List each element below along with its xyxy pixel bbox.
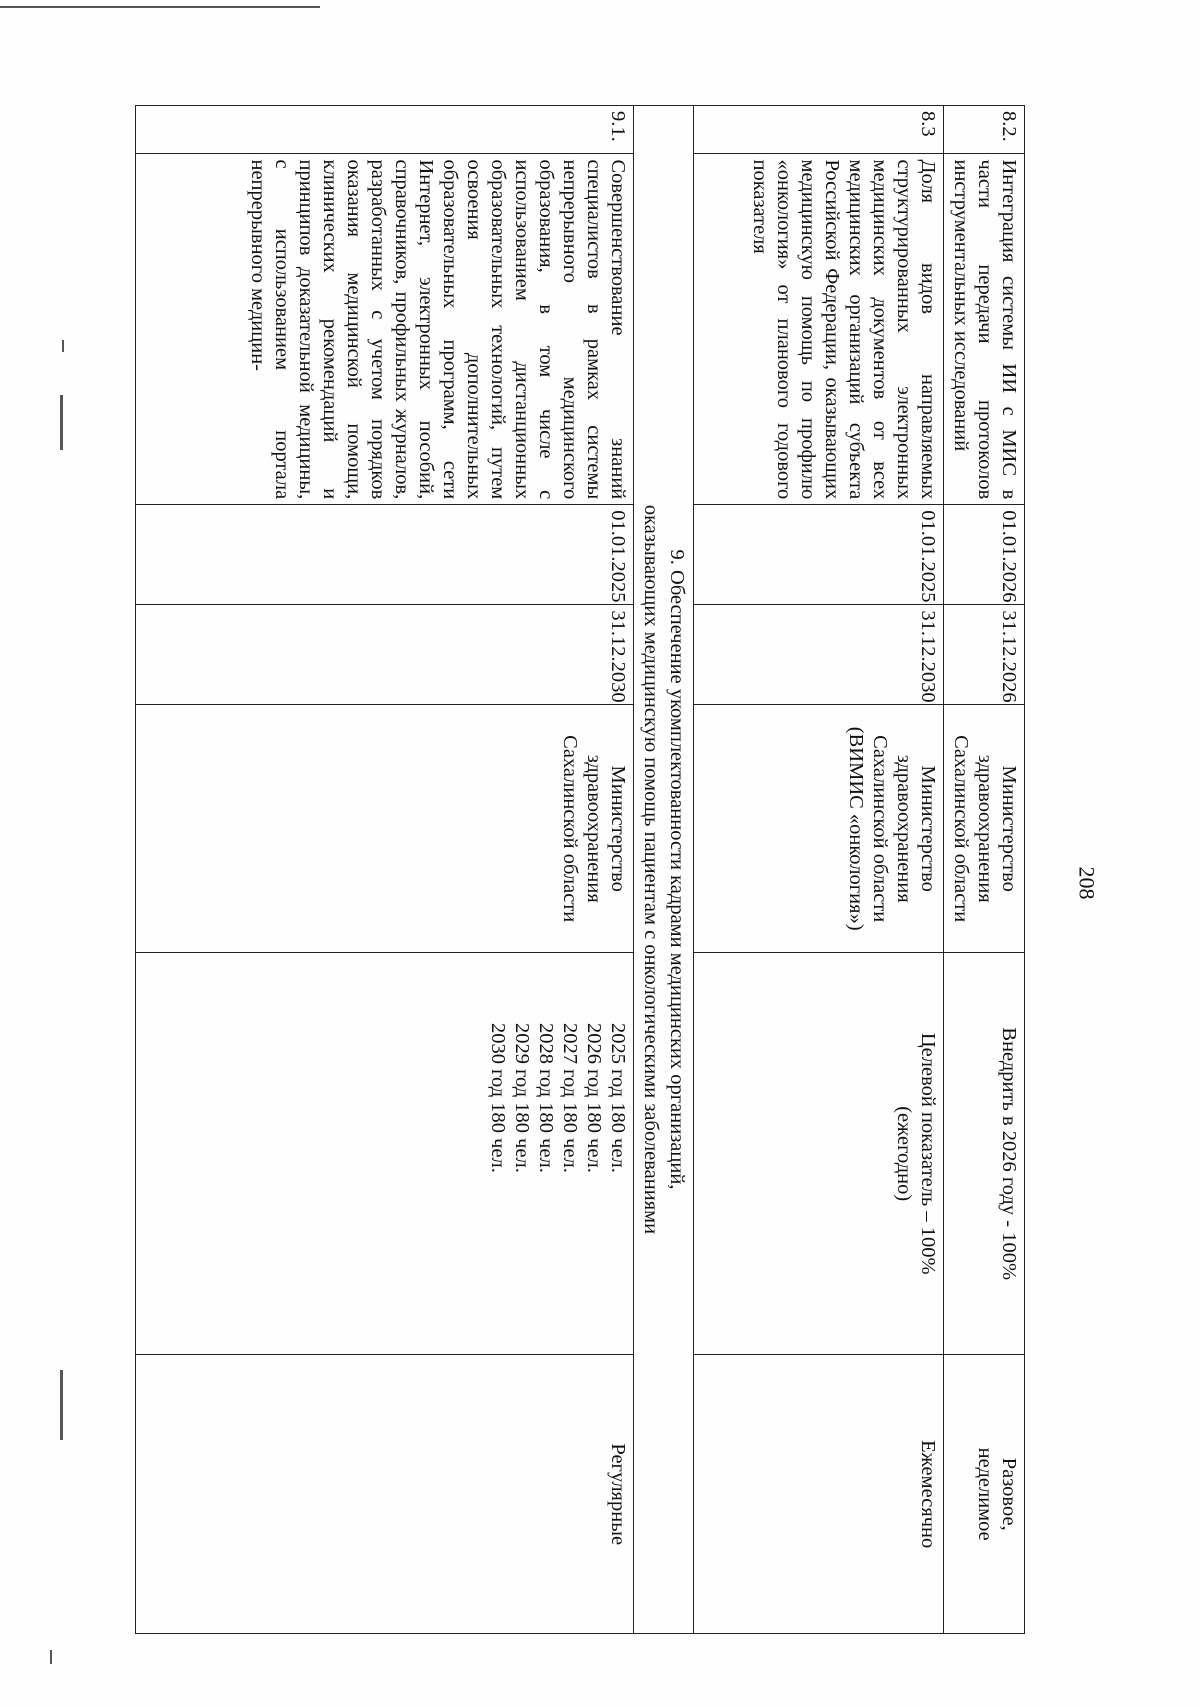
section-9-title-line-2: оказывающих медицинскую помощь пациентам с онкологическими заболеваниями	[640, 504, 663, 1235]
scan-line-top	[0, 6, 320, 8]
responsible: Министерство здравоохранения Сахалинской области	[136, 705, 634, 953]
expected-result: Целевой показатель – 100% (ежегодно)	[694, 953, 944, 1355]
result-line-2030: 2030 год 180 чел.	[486, 1023, 509, 1173]
result-line-2028: 2028 год 180 чел.	[534, 1023, 557, 1173]
start-date: 01.01.2025	[136, 505, 634, 605]
scan-mark-left-1	[62, 340, 64, 352]
section-9-heading-row	[633, 106, 693, 1634]
end-date: 31.12.2026	[944, 605, 1025, 705]
plan-table	[135, 105, 1025, 1634]
result-type: Ежемесячно	[694, 1355, 944, 1634]
expected-result	[136, 953, 634, 1355]
result-line-2029: 2029 год 180 чел.	[510, 1023, 533, 1173]
scan-mark-left-3	[60, 1370, 63, 1440]
result-type: Разовое, неделимое	[944, 1355, 1025, 1634]
result-type: Регулярные	[136, 1355, 634, 1634]
responsible: Министерство здравоохранения Сахалинской области (ВИМИС «онкология»)	[694, 705, 944, 953]
result-line-2025: 2025 год 180 чел.	[606, 1023, 629, 1173]
section-9-title-line-1: 9. Обеспечение укомплектованности кадрами медицинских организаций,	[666, 549, 689, 1190]
result-line-2027: 2027 год 180 чел.	[558, 1023, 581, 1173]
page-number: 208	[1074, 866, 1100, 900]
rotated-table-container	[135, 105, 1025, 1634]
scan-mark-left-2	[60, 395, 63, 450]
scan-mark-left-4	[50, 1650, 52, 1664]
row-number: 9.1.	[136, 106, 634, 154]
section-9-heading	[633, 106, 693, 1634]
row-number: 8.2.	[944, 106, 1025, 154]
row-number: 8.3	[694, 106, 944, 154]
table-row-9-1	[136, 106, 634, 1634]
measure-name: Доля видов направляемых структурированных электронных медицинских документов от всех медицинских организаций субъекта Российской Федерации, оказывающих медицинскую помощь по профилю «онкология» от планового годового показателя	[694, 154, 944, 505]
end-date: 31.12.2030	[136, 605, 634, 705]
result-line-2026: 2026 год 180 чел.	[582, 1023, 605, 1173]
start-date: 01.01.2025	[694, 505, 944, 605]
responsible: Министерство здравоохранения Сахалинской области	[944, 705, 1025, 953]
end-date: 31.12.2030	[694, 605, 944, 705]
expected-result: Внедрить в 2026 году - 100%	[944, 953, 1025, 1355]
table-row-8-3	[694, 106, 944, 1634]
measure-name: Интеграция системы ИИ с МИС в части передачи протоколов инструментальных исследований	[944, 154, 1025, 505]
table-row-8-2	[944, 106, 1025, 1634]
start-date: 01.01.2026	[944, 505, 1025, 605]
measure-name: Совершенствование знаний специалистов в рамках системы непрерывного медицинского образования, в том числе с использованием дистанционных образовательных технологий, путем освоения дополнительных образовательных программ, сети Интернет, электронных пособий, справочников, профильных журналов, разработанных с учетом порядков оказания медицинской помощи, клинических рекомендаций и принципов доказательной медицины, с использованием портала непрерывного медицин-	[136, 154, 634, 505]
